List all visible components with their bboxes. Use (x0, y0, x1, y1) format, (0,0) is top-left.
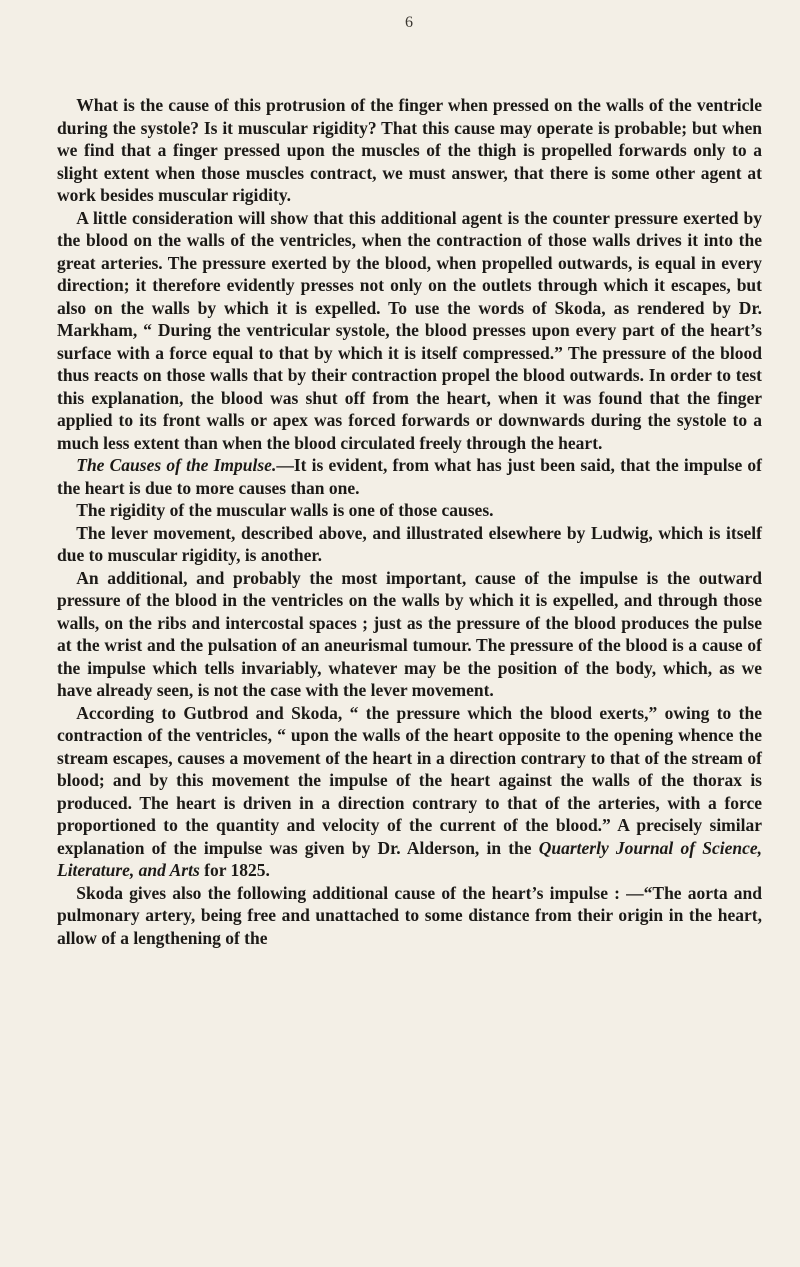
gutbrod-year: for 1825. (199, 860, 270, 880)
paragraph-blood-pressure: An additional, and probably the most important, cause of the impulse is the outward pressure of the blood in the ventricles on the walls by which it is expelled, and through those walls, on the ribs and intercostal spaces ; just as the pressure of the blood produces the pulse at the wrist and the pulsation of an aneurismal tumour. The pressure of the blood is a cause of the impulse which tells invariably, whatever may be the position of the body, which, as we have already seen, is not the case with the lever movement. (57, 567, 762, 700)
journal-title: Quarterly Journal of Science, Literature, and Arts (57, 837, 762, 880)
section-heading: The Causes of the Impulse. (76, 455, 277, 475)
paragraph-lever-movement: The lever movement, described above, and illustrated elsewhere by Ludwig, which is itself due to muscular rigidity, is another. (57, 522, 762, 565)
gutbrod-text: According to Gutbrod and Skoda, “ the pressure which the blood exerts,” owing to the contraction of the ventricles, “ upon the walls of the heart opposite to the opening whence the stream escapes, causes a movement of the heart in a direction contrary to that of the stream of blood; and by this movement the impulse of the heart against the walls of the thorax is produced. The heart is driven in a direction contrary to that of the arteries, with a force proportioned to the quantity and velocity of the current of the blood.” A precisely similar explanation of the impulse was given by Dr. Alderson, in the (57, 702, 762, 858)
page-number: 6 (405, 14, 414, 31)
paragraph-skoda-additional: Skoda gives also the following additional cause of the heart’s impulse : —“The aorta and pulmonary artery, being free and unattached to some distance from their origin in the heart, allow of a lengthening of the (57, 882, 762, 948)
paragraph-causes-of-impulse (57, 454, 762, 499)
paragraph-counter-pressure: A little consideration will show that this additional agent is the counter pressure exerted by the blood on the walls of the ventricles, when the contraction of those walls drives it into the great arteries. The pressure exerted by the blood, when propelled outwards, is equal in every direction; it therefore evidently presses not only on the outlets through which it escapes, but also on the walls by which it is expelled. To use the words of Skoda, as rendered by Dr. Markham, “ During the ventricular systole, the blood presses upon every part of the heart’s surface with a force equal to that by which it is itself compressed.” The pressure of the blood thus reacts on those walls that by their contraction propel the blood outwards. In order to test this explanation, the blood was shut off from the heart, when it was found that the finger applied to its front walls or apex was forced forwards or downwards during the systole to a much less extent than when the blood circulated freely through the heart. (57, 207, 762, 453)
paragraph-protrusion: What is the cause of this protrusion of the finger when pressed on the walls of the ventricle during the systole? Is it muscular rigidity? That this cause may operate is probable; but when we find that a finger pressed upon the muscles of the thigh is propelled forwards only to a slight extent when those muscles contract, we must answer, that there is some other agent at work besides muscular rigidity. (57, 95, 762, 205)
section-intro-text: —It is evident, from what has just been said, that the impulse of the heart is due to more causes than one. (57, 455, 762, 498)
body-text (57, 94, 762, 949)
paragraph-gutbrod-skoda (57, 702, 762, 882)
paragraph-rigidity: The rigidity of the muscular walls is one of those causes. (76, 500, 494, 520)
